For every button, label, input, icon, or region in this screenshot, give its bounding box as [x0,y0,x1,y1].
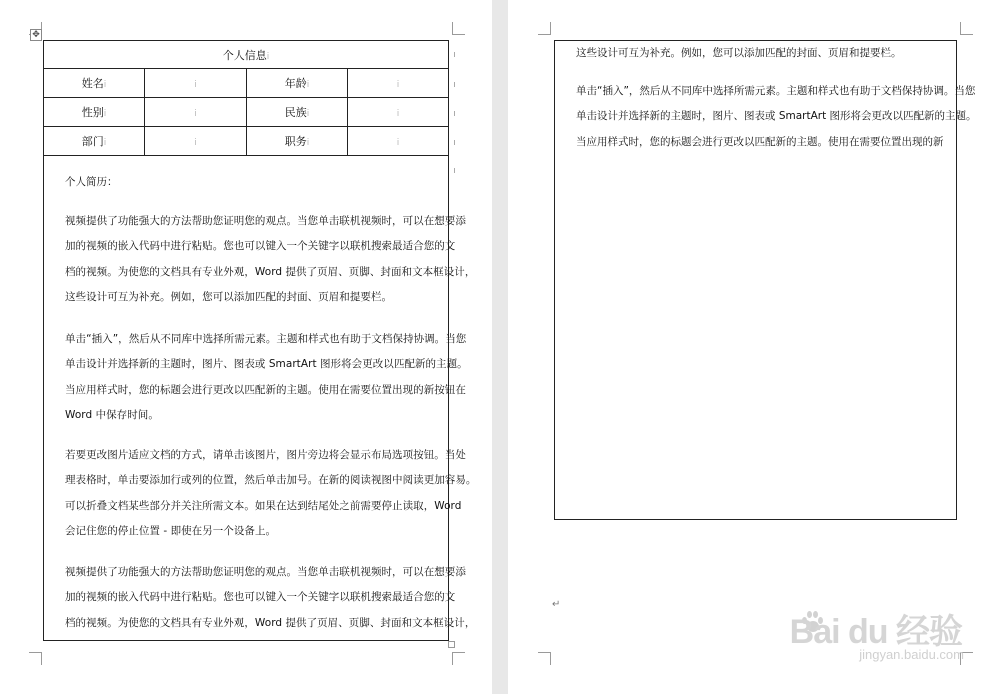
department-label-cell[interactable] [44,127,145,156]
gender-label-cell[interactable] [44,98,145,127]
baidu-jingyan-watermark: Bai du 经验 [789,613,962,651]
row-end-mark [454,82,455,87]
text-line: 加的视频的嵌入代码中进行粘贴。您也可以键入一个关键字以联机搜索最适合您的文 [65,591,456,604]
crop-mark [452,22,465,35]
row-end-mark [454,111,455,116]
age-value-cell[interactable] [348,69,449,98]
continued-paragraph-1[interactable] [576,41,902,66]
text-line: 视频提供了功能强大的方法帮助您证明您的观点。当您单击联机视频时，可以在想要添 [65,215,466,227]
cell-end-mark: ⅰ [266,51,270,62]
text-line: 若要更改图片适应文档的方式，请单击该图片，图片旁边将会显示布局选项按钮。当处 [65,449,466,461]
ethnicity-value-cell[interactable] [348,98,449,127]
resume-label: 个人简历： [65,176,118,188]
crop-mark [452,652,465,665]
resume-paragraph-1[interactable] [65,209,476,311]
ethnicity-label-cell[interactable] [247,98,348,127]
table-resize-handle-icon[interactable] [448,641,455,648]
table-move-handle-icon[interactable]: ✥ [30,29,42,41]
resume-paragraph-4[interactable] [65,560,476,636]
name-label: 姓名 [81,77,104,90]
gender-label: 性别 [81,106,104,119]
cell-end-mark: ⅰ [103,109,107,119]
text-line: 当应用样式时，您的标题会进行更改以匹配新的主题。使用在需要位置出现的新 [576,135,944,148]
gender-value-cell[interactable] [145,98,247,127]
row-end-mark [454,168,455,173]
text-line: 视频提供了功能强大的方法帮助您证明您的观点。当您单击联机视频时，可以在想要添 [65,566,466,578]
text-line: 单击“插入”，然后从不同库中选择所需元素。主题和样式也有助于文档保持协调。当您 [65,333,467,345]
text-line: 这些设计可互为补充。例如，您可以添加匹配的封面、页眉和提要栏。 [576,47,902,59]
table-row [44,127,449,156]
cell-end-mark: ⅰ [396,108,400,119]
position-value-cell[interactable] [348,127,449,156]
cell-end-mark: ⅰ [306,109,310,119]
text-line: 可以折叠文档某些部分并关注所需文本。如果在达到结尾处之前需要停止读取，Word [65,499,462,512]
text-line: 单击设计并选择新的主题时，图片、图表或 SmartArt 图形将会更改以匹配新的主题。 [576,110,977,123]
resume-paragraph-3[interactable] [65,443,477,545]
watermark-url: jingyan.baidu.com [859,647,964,662]
personal-info-table [43,40,449,156]
text-line: Word 中保存时间。 [65,409,159,422]
document-page-2 [508,0,1000,694]
text-line: 档的视频。为使您的文档具有专业外观，Word 提供了页眉、页脚、封面和文本框设计， [65,265,476,278]
table-title-cell[interactable] [44,41,449,69]
text-line: 理表格时，单击要添加行或列的位置，然后单击加号。在新的阅读视图中阅读更加容易。 [65,474,477,487]
resume-paragraph-2[interactable] [65,327,468,429]
cell-end-mark: ⅰ [306,138,310,148]
paragraph-mark-icon: ↵ [552,599,561,610]
crop-mark [538,652,551,665]
position-label-cell[interactable] [247,127,348,156]
continued-paragraph-2[interactable] [576,79,977,155]
row-end-mark [454,52,455,57]
department-value-cell[interactable] [145,127,247,156]
cell-end-mark: ⅰ [194,137,197,148]
cell-end-mark: ⅰ [396,137,400,148]
table-title: 个人信息 [222,48,267,62]
cell-end-mark: ⅰ [306,80,310,90]
text-line: 会记住您的停止位置 - 即使在另一个设备上。 [65,525,277,538]
crop-mark [960,22,973,35]
table-row [44,69,449,98]
continued-resume-cell[interactable] [554,40,977,520]
position-label: 职务 [284,135,307,148]
text-line: 单击“插入”，然后从不同库中选择所需元素。主题和样式也有助于文档保持协调。当您 [576,85,976,97]
crop-mark [538,22,551,35]
text-line: 档的视频。为使您的文档具有专业外观，Word 提供了页眉、页脚、封面和文本框设计， [65,616,476,629]
text-line: 加的视频的嵌入代码中进行粘贴。您也可以键入一个关键字以联机搜索最适合您的文 [65,240,456,253]
cell-end-mark: ⅰ [103,80,107,90]
text-line: 当应用样式时，您的标题会进行更改以匹配新的主题。使用在需要位置出现的新按钮在 [65,383,466,396]
cell-end-mark: ⅰ [194,108,197,119]
row-end-mark [454,140,455,145]
crop-mark [29,652,42,665]
cell-end-mark: ⅰ [103,138,107,148]
text-line: 这些设计可互为补充。例如，您可以添加匹配的封面、页眉和提要栏。 [65,291,393,304]
text-line: 单击设计并选择新的主题时，图片、图表或 SmartArt 图形将会更改以匹配新的主题。 [65,358,468,371]
age-label-cell[interactable] [247,69,348,98]
cell-end-mark: ⅰ [396,79,400,90]
cell-end-mark: ⅰ [194,79,197,90]
name-label-cell[interactable] [44,69,145,98]
ethnicity-label: 民族 [284,106,307,119]
name-value-cell[interactable] [145,69,247,98]
table-row [44,98,449,127]
resume-cell[interactable] [43,156,477,641]
document-page-1 [0,0,492,694]
age-label: 年龄 [284,77,307,90]
department-label: 部门 [81,135,104,148]
